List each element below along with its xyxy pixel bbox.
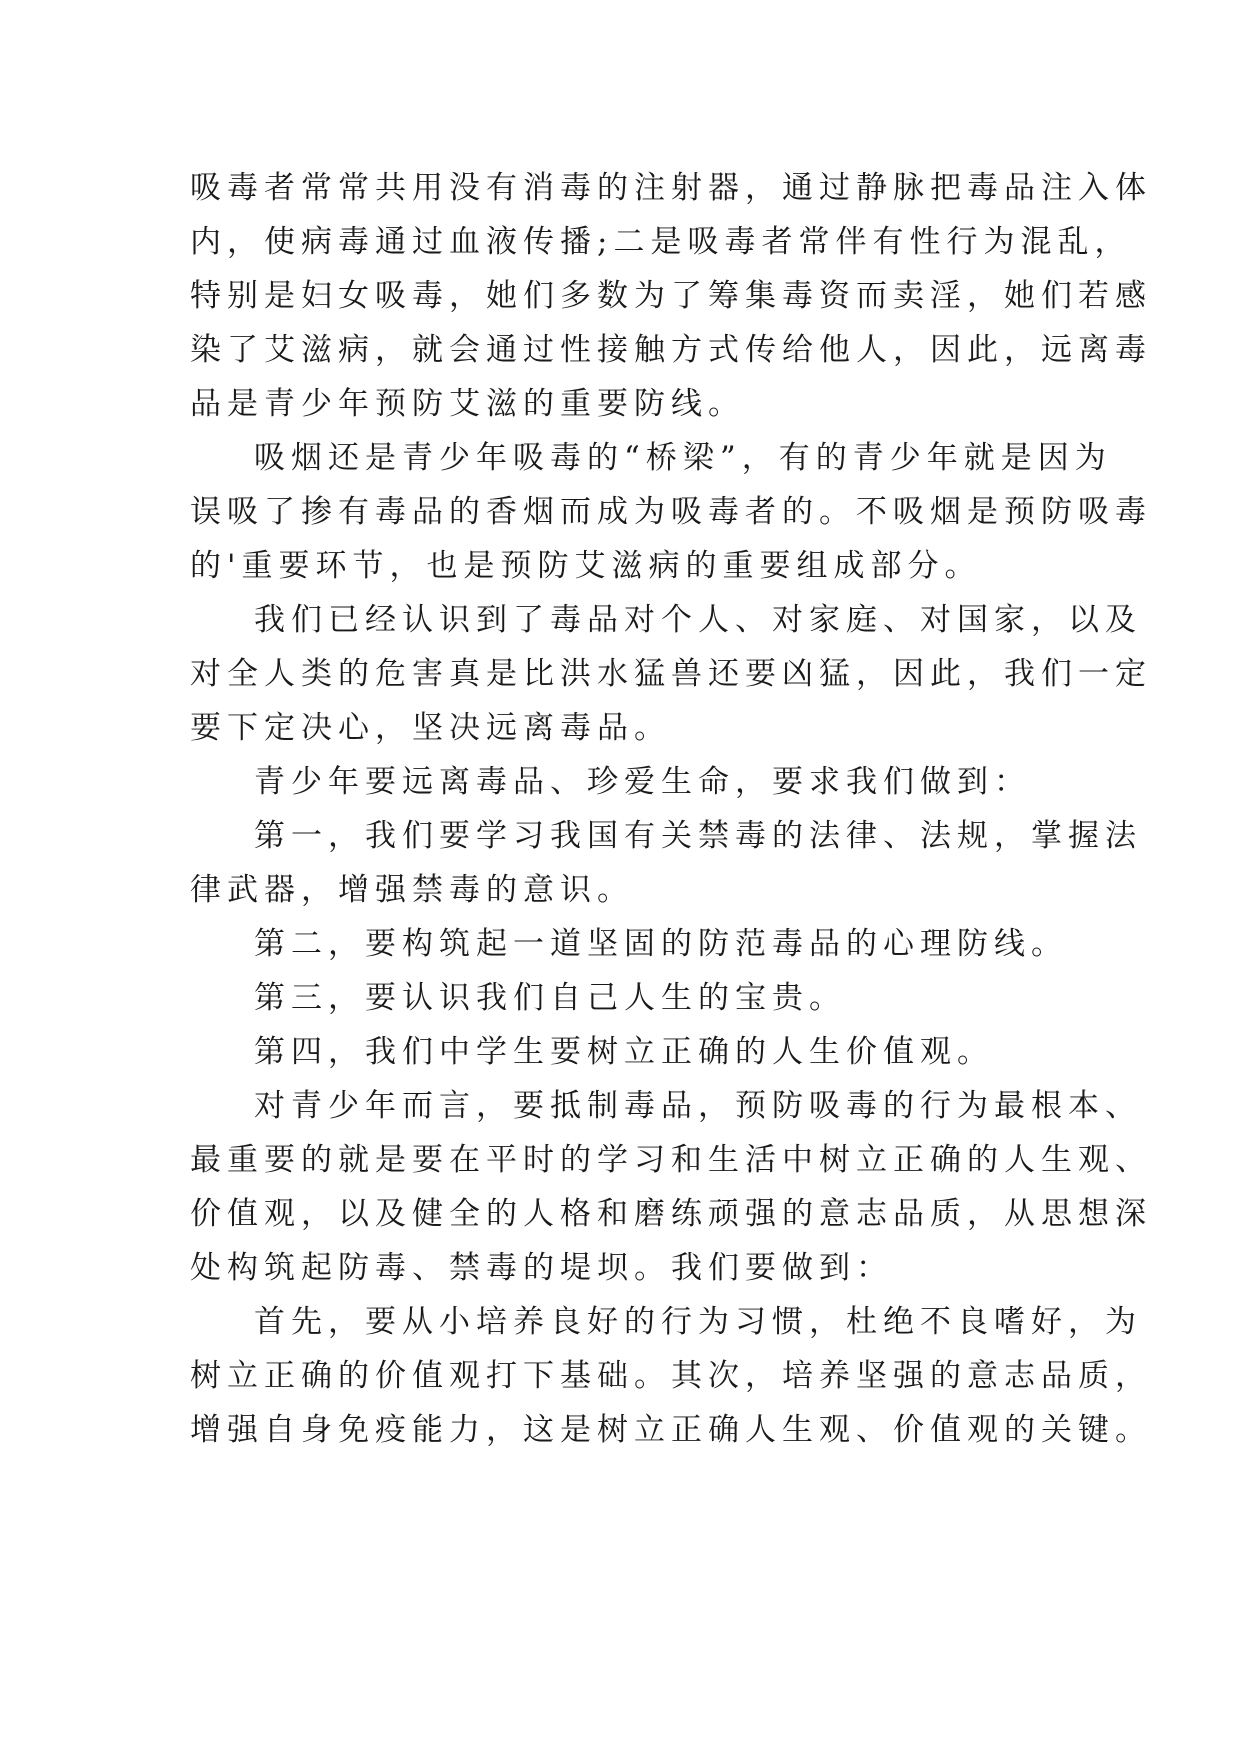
text-line: 第二，要构筑起一道坚固的防范毒品的心理防线。 [254, 926, 1068, 962]
text-line: 吸烟还是青少年吸毒的“桥梁”，有的青少年就是因为 [254, 440, 1112, 476]
text-line: 首先，要从小培养良好的行为习惯，杜绝不良嗜好，为 [254, 1304, 1142, 1340]
text-line: 对青少年而言，要抵制毒品，预防吸毒的行为最根本、 [254, 1088, 1142, 1124]
text-line: 青少年要远离毒品、珍爱生命，要求我们做到： [254, 764, 1031, 800]
text-line: 最重要的就是要在平时的学习和生活中树立正确的人生观、 [190, 1142, 1152, 1178]
text-line: 特别是妇女吸毒，她们多数为了筹集毒资而卖淫，她们若感 [190, 278, 1152, 314]
text-line: 染了艾滋病，就会通过性接触方式传给他人，因此，远离毒 [190, 332, 1152, 368]
text-line: 律武器，增强禁毒的意识。 [190, 872, 634, 908]
text-line: 吸毒者常常共用没有消毒的注射器，通过静脉把毒品注入体 [190, 170, 1152, 206]
text-line: 第三，要认识我们自己人生的宝贵。 [254, 980, 846, 1016]
text-line: 处构筑起防毒、禁毒的堤坝。我们要做到： [190, 1250, 893, 1286]
text-line: 第四，我们中学生要树立正确的人生价值观。 [254, 1034, 994, 1070]
text-line: 我们已经认识到了毒品对个人、对家庭、对国家，以及 [254, 602, 1142, 638]
text-line: 品是青少年预防艾滋的重要防线。 [190, 386, 745, 422]
text-line: 增强自身免疫能力，这是树立正确人生观、价值观的关键。 [190, 1412, 1152, 1448]
text-line: 价值观，以及健全的人格和磨练顽强的意志品质，从思想深 [190, 1196, 1152, 1232]
text-line: 对全人类的危害真是比洪水猛兽还要凶猛，因此，我们一定 [190, 656, 1152, 692]
text-line: 误吸了掺有毒品的香烟而成为吸毒者的。不吸烟是预防吸毒 [190, 494, 1152, 530]
text-line: 要下定决心，坚决远离毒品。 [190, 710, 671, 746]
text-line: 树立正确的价值观打下基础。其次，培养坚强的意志品质， [190, 1358, 1152, 1394]
text-line: 的'重要环节，也是预防艾滋病的重要组成部分。 [190, 548, 982, 584]
text-line: 第一，我们要学习我国有关禁毒的法律、法规，掌握法 [254, 818, 1142, 854]
text-line: 内，使病毒通过血液传播;二是吸毒者常伴有性行为混乱， [190, 224, 1132, 260]
